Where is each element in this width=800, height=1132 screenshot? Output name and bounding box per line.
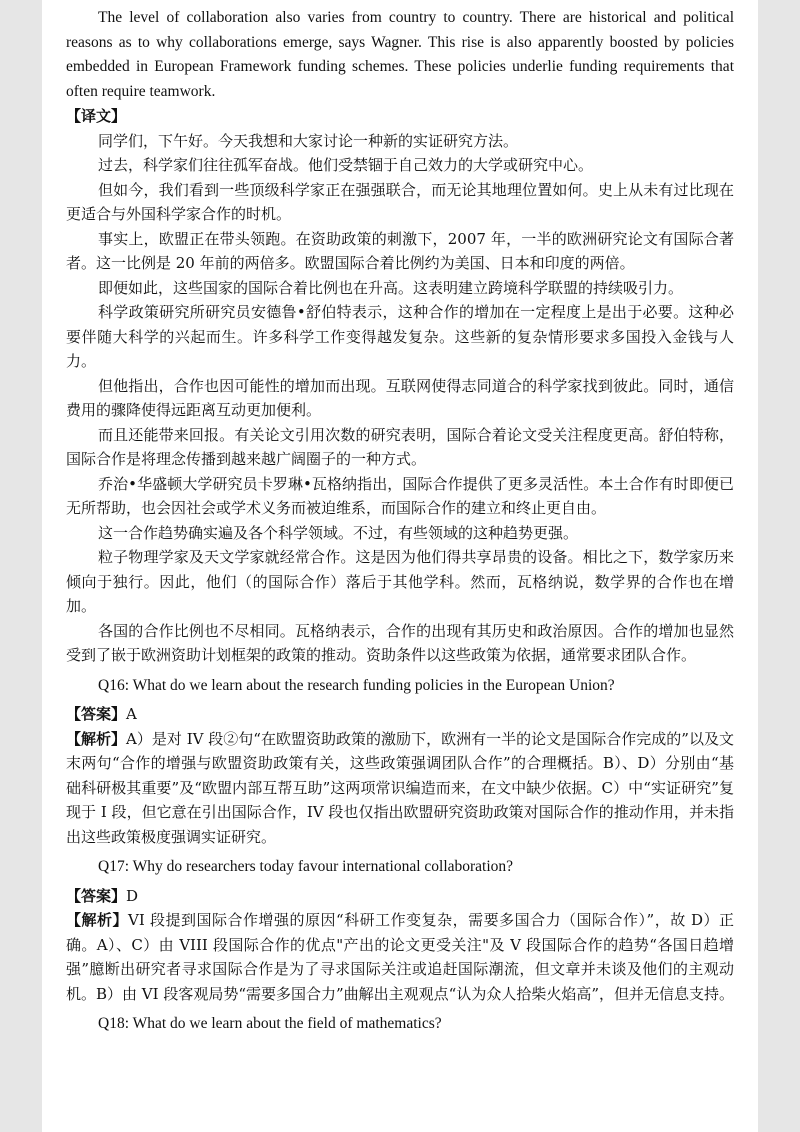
translation-paragraph: 但他指出，合作也因可能性的增加而出现。互联网使得志同道合的科学家找到彼此。同时，通信费用的骤降使得远距离互动更加便利。 bbox=[66, 376, 734, 419]
answer-value: D bbox=[126, 886, 139, 905]
translation-paragraph: 但如今，我们看到一些顶级科学家正在强强联合，而无论其地理位置如何。史上从未有过比现在更适合与外国科学家合作的时机。 bbox=[66, 180, 734, 223]
answer-value: A bbox=[126, 705, 137, 723]
translation-paragraph: 即便如此，这些国家的国际合着比例也在升高。这表明建立跨境科学联盟的持续吸引力。 bbox=[98, 278, 684, 297]
translation-paragraph: 同学们，下午好。今天我想和大家讨论一种新的实证研究方法。 bbox=[98, 131, 519, 150]
translation-paragraph: 事实上，欧盟正在带头领跑。在资助政策的刺激下，2007 年，一半的欧洲研究论文有国际合著者。这一比例是 20 年前的两倍多。欧盟国际合着比例约为美国、日本和印度的两倍。 bbox=[66, 229, 734, 272]
question-text: Q17: Why do researchers today favour international collaboration? bbox=[98, 858, 514, 875]
analysis-label: 【解析】 bbox=[66, 911, 128, 929]
right-margin-bar bbox=[758, 0, 800, 1132]
translation-paragraph: 各国的合作比例也不尽相同。瓦格纳表示，合作的出现有其历史和政治原因。合作的增加也显然受到了嵌于欧洲资助计划框架的政策的推动。资助条件以这些政策为依据，通常要求团队合作。 bbox=[66, 621, 734, 664]
left-margin-bar bbox=[0, 0, 42, 1132]
answer-label: 【答案】 bbox=[66, 886, 127, 905]
translation-paragraph: 乔治•华盛顿大学研究员卡罗琳•瓦格纳指出，国际合作提供了更多灵活性。本土合作有时即便已无所帮助，也会因社会或学术义务而被迫维系，而国际合作的建立和终止更自由。 bbox=[66, 474, 734, 517]
translation-body bbox=[66, 129, 734, 668]
question-block-q17 bbox=[66, 855, 734, 1006]
question-text: Q18: What do we learn about the field of mathematics? bbox=[98, 1015, 442, 1032]
question-block-q18 bbox=[66, 1012, 734, 1037]
answer-line bbox=[66, 702, 734, 727]
analysis-label: 【解析】 bbox=[66, 729, 127, 748]
translation-paragraph: 粒子物理学家及天文学家就经常合作。这是因为他们得共享昂贵的设备。相比之下，数学家历来倾向于独行。因此，他们（的国际合作）落后于其他学科。然而，瓦格纳说，数学界的合作也在增加。 bbox=[66, 548, 734, 615]
english-paragraph: The level of collaboration also varies from country to country. There are historical and political reasons as to why collaborations emerge, says Wagner. This rise is also apparently boosted by policies embedded in European Framework funding schemes. These policies underlie funding requirements that often require teamwork. bbox=[66, 9, 734, 100]
analysis-text: VI 段提到国际合作增强的原因“科研工作变复杂，需要多国合力（国际合作）”，故 D）正确。A）、C）由 VIII 段国际合作的优点"产出的论文更受关注"及 V 段国际合作的趋势“各国日趋增强”臆断出研究者寻求国际合作是为了寻求国际关注或追赶国际潮流，但文章并未谈及他们的主观动机。B）由 VI 段客观局势“需要多国合力”曲解出主观观点“认为众人拾柴火焰高”，但并无信息支持。 bbox=[66, 911, 734, 1003]
analysis-paragraph bbox=[66, 727, 734, 850]
translation-paragraph: 过去，科学家们往往孤军奋战。他们受禁锢于自己效力的大学或研究中心。 bbox=[98, 156, 594, 174]
translation-paragraph: 而且还能带来回报。有关论文引用次数的研究表明，国际合着论文受关注程度更高。舒伯特称，国际合作是将理念传播到越来越广阔圈子的一种方式。 bbox=[66, 425, 734, 468]
translation-paragraph: 这一合作趋势确实遍及各个科学领域。不过，有些领域的这种趋势更强。 bbox=[98, 523, 579, 542]
translation-label: 【译文】 bbox=[66, 107, 127, 125]
question-text: Q16: What do we learn about the research funding policies in the European Union? bbox=[98, 676, 615, 694]
analysis-text: A）是对 IV 段②句“在欧盟资助政策的激励下，欧洲有一半的论文是国际合作完成的”以及文末两句“合作的增强与欧盟资助政策有关，这些政策强调团队合作”的合理概括。B）、D）分别由“基础科研极其重要”及“欧盟内部互帮互助”这两项常识编造而来，在文中缺少依据。C）中“实证研究”复现于 I 段，但它意在引出国际合作，IV 段也仅指出欧盟研究资助政策对国际合作的推动作用，并未指出这些政策极度强调实证研究。 bbox=[66, 729, 734, 846]
translation-paragraph: 科学政策研究所研究员安德鲁•舒伯特表示，这种合作的增加在一定程度上是出于必要。这种必要伴随大科学的兴起而生。许多科学工作变得越发复杂。这些新的复杂情形要求多国投入金钱与人力。 bbox=[66, 303, 734, 370]
document-page bbox=[66, 0, 734, 1041]
question-block-q16 bbox=[66, 674, 734, 850]
analysis-paragraph bbox=[66, 908, 734, 1006]
answer-label: 【答案】 bbox=[66, 705, 127, 723]
answer-line bbox=[66, 884, 734, 909]
